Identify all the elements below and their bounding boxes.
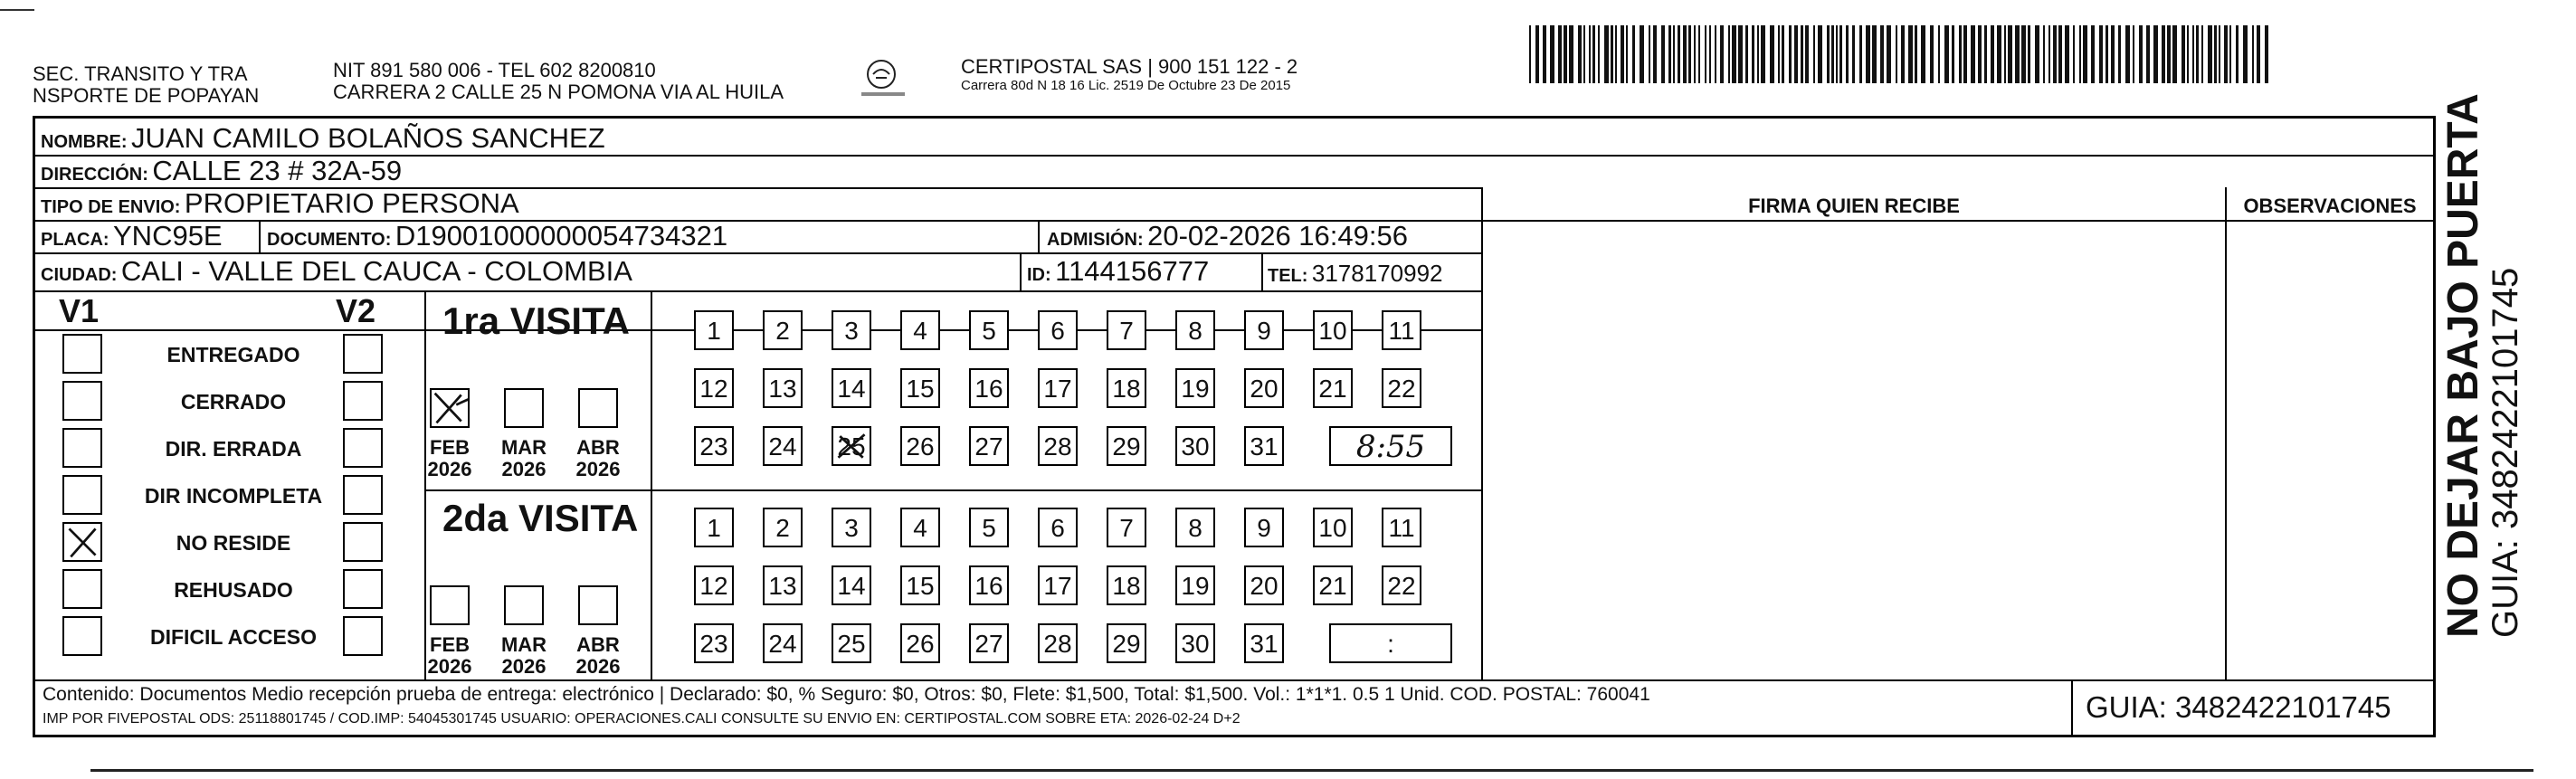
day-box-3[interactable]: 3 — [832, 508, 871, 547]
barcode-bar — [2058, 25, 2062, 83]
day-box-14[interactable]: 14 — [832, 368, 871, 408]
checkmark-icon — [432, 390, 468, 426]
v2-checkbox-0[interactable] — [343, 334, 383, 374]
day-box-24[interactable]: 24 — [763, 623, 803, 663]
month-label — [497, 634, 551, 678]
barcode-bar — [1611, 25, 1613, 83]
v1-checkbox-6[interactable] — [62, 616, 102, 656]
barcode-bar — [2118, 25, 2121, 83]
barcode-bar — [2265, 25, 2268, 83]
month-name: FEB — [430, 633, 470, 656]
month-checkbox-feb[interactable] — [430, 388, 470, 428]
day-box-17[interactable]: 17 — [1038, 565, 1078, 605]
barcode-bar — [2079, 25, 2081, 83]
barcode-bar — [1529, 25, 1531, 83]
barcode-bar — [1550, 25, 1554, 83]
barcode-bar — [1801, 25, 1803, 83]
day-box-6[interactable]: 6 — [1038, 310, 1078, 350]
observaciones-header: OBSERVACIONES — [2243, 195, 2417, 217]
license-line: Carrera 80d N 18 16 Lic. 2519 De Octubre 23 De 2015 — [961, 78, 1291, 93]
barcode-bar — [1709, 25, 1711, 83]
barcode-bar — [2224, 25, 2228, 83]
divider — [424, 290, 426, 679]
day-box-8[interactable]: 8 — [1175, 310, 1215, 350]
barcode-bar — [2015, 25, 2020, 83]
tel-field — [1268, 257, 1443, 294]
status-option-label: DIR. ERRADA — [165, 437, 302, 461]
placa-field — [41, 220, 223, 258]
divider — [1020, 252, 1022, 290]
tel-label: TEL: — [1268, 266, 1308, 286]
day-box-11[interactable]: 11 — [1382, 310, 1421, 350]
barcode-bar — [1583, 25, 1585, 83]
divider — [651, 290, 652, 679]
status-option-label: DIR INCOMPLETA — [144, 484, 323, 508]
side-guia: GUIA: 3482422101745 — [2486, 267, 2525, 638]
divider — [1261, 252, 1263, 290]
barcode-bar — [1732, 25, 1736, 83]
v2-checkbox-1[interactable] — [343, 381, 383, 421]
day-box-24[interactable]: 24 — [763, 426, 803, 466]
cross-mark-icon — [833, 428, 870, 464]
month-checkbox-abr[interactable] — [578, 388, 618, 428]
month-label — [497, 437, 551, 480]
day-box-8[interactable]: 8 — [1175, 508, 1215, 547]
barcode-bar — [1592, 25, 1595, 83]
month-checkbox-mar[interactable] — [504, 585, 544, 625]
barcode-bar — [2073, 25, 2075, 83]
barcode-bar — [2125, 25, 2130, 83]
barcode-bar — [2172, 25, 2177, 83]
barcode-bar — [2133, 25, 2134, 83]
day-box-30[interactable]: 30 — [1175, 623, 1215, 663]
placa-value: YNC95E — [113, 220, 223, 252]
barcode-bar — [1578, 25, 1582, 83]
day-box-26[interactable]: 26 — [900, 426, 940, 466]
status-option-label: ENTREGADO — [166, 343, 300, 366]
day-box-18[interactable]: 18 — [1107, 368, 1146, 408]
v1-label: V1 — [59, 292, 100, 329]
day-box-26[interactable]: 26 — [900, 623, 940, 663]
side-text — [2441, 93, 2524, 638]
day-box-23[interactable]: 23 — [694, 623, 734, 663]
barcode-bar — [1615, 25, 1617, 83]
day-box-28[interactable]: 28 — [1038, 623, 1078, 663]
day-box-14[interactable]: 14 — [832, 565, 871, 605]
month-label — [571, 437, 625, 480]
day-box-18[interactable]: 18 — [1107, 565, 1146, 605]
divider — [2071, 679, 2073, 736]
month-year: 2026 — [575, 655, 621, 678]
barcode-bar — [2099, 25, 2103, 83]
barcode-bar — [2162, 25, 2165, 83]
barcode-bar — [1887, 25, 1891, 83]
day-box-4[interactable]: 4 — [900, 508, 940, 547]
barcode-bar — [1698, 25, 1700, 83]
barcode-bar — [1626, 25, 1628, 83]
barcode-bar — [1728, 25, 1730, 83]
certipostal-logo-icon — [861, 56, 905, 103]
month-name: FEB — [430, 436, 470, 459]
barcode-bar — [1668, 25, 1671, 83]
company-line: CERTIPOSTAL SAS | 900 151 122 - 2 — [961, 55, 1298, 78]
barcode-bar — [2192, 25, 2194, 83]
barcode-bar — [1604, 25, 1609, 83]
nit-line: NIT 891 580 006 - TEL 602 8200810 — [333, 59, 656, 81]
barcode-bar — [2257, 25, 2260, 83]
sender-line-2: NSPORTE DE POPAYAN — [33, 84, 260, 107]
barcode-bar — [1782, 25, 1784, 83]
month-name: ABR — [576, 436, 620, 459]
barcode-bar — [2214, 25, 2217, 83]
day-box-31[interactable]: 31 — [1244, 623, 1284, 663]
side-warning: NO DEJAR BAJO PUERTA — [2439, 93, 2487, 638]
month-label — [423, 437, 477, 480]
day-box-12[interactable]: 12 — [694, 565, 734, 605]
day-box-28[interactable]: 28 — [1038, 426, 1078, 466]
status-option-label: REHUSADO — [174, 578, 293, 602]
day-box-2[interactable]: 2 — [763, 310, 803, 350]
barcode-bar — [1621, 25, 1624, 83]
day-box-1[interactable]: 1 — [694, 310, 734, 350]
barcode-bar — [2048, 25, 2050, 83]
month-year: 2026 — [575, 458, 621, 480]
barcode-bar — [1896, 25, 1897, 83]
v1-checkbox-4[interactable] — [62, 522, 102, 562]
barcode-bar — [1598, 25, 1600, 83]
day-box-13[interactable]: 13 — [763, 565, 803, 605]
barcode-bar — [1859, 25, 1862, 83]
day-box-15[interactable]: 15 — [900, 565, 940, 605]
v2-checkbox-3[interactable] — [343, 475, 383, 515]
barcode-bar — [1738, 25, 1743, 83]
barcode-bar — [1836, 25, 1838, 83]
day-box-2[interactable]: 2 — [763, 508, 803, 547]
month-checkbox-feb[interactable] — [430, 585, 470, 625]
day-box-20[interactable]: 20 — [1244, 368, 1284, 408]
barcode-bar — [2196, 25, 2199, 83]
barcode-bar — [1757, 25, 1759, 83]
visit1-title: 1ra VISITA — [442, 299, 630, 342]
barcode-bar — [2182, 25, 2185, 83]
time-field[interactable]: 8:55 — [1329, 426, 1452, 466]
barcode-bar — [2219, 25, 2220, 83]
firma-header: FIRMA QUIEN RECIBE — [1748, 195, 1960, 217]
barcode-bar — [1880, 25, 1884, 83]
tipo-envio-label: TIPO DE ENVIO: — [41, 197, 181, 217]
nombre-value: JUAN CAMILO BOLAÑOS SANCHEZ — [131, 122, 605, 154]
barcode-bar — [1831, 25, 1834, 83]
cross-mark-icon — [64, 524, 100, 560]
day-box-17[interactable]: 17 — [1038, 368, 1078, 408]
barcode-bar — [1543, 25, 1546, 83]
day-box-10[interactable]: 10 — [1313, 508, 1353, 547]
divider — [1481, 187, 1483, 679]
day-box-7[interactable]: 7 — [1107, 508, 1146, 547]
day-box-10[interactable]: 10 — [1313, 310, 1353, 350]
barcode-bar — [1839, 25, 1842, 83]
day-box-9[interactable]: 9 — [1244, 508, 1284, 547]
bottom-edge-line — [90, 769, 2533, 772]
direccion-value: CALLE 23 # 32A-59 — [152, 155, 403, 186]
barcode-bar — [1778, 25, 1780, 83]
v1-checkbox-1[interactable] — [62, 381, 102, 421]
barcode-bar — [2153, 25, 2158, 83]
barcode-bar — [1649, 25, 1650, 83]
day-box-27[interactable]: 27 — [969, 623, 1009, 663]
barcode-bar — [1632, 25, 1635, 83]
barcode-bar — [1944, 25, 1949, 83]
v1-checkbox-0[interactable] — [62, 334, 102, 374]
day-box-5[interactable]: 5 — [969, 310, 1009, 350]
visit2-title: 2da VISITA — [442, 497, 639, 539]
barcode-bar — [1653, 25, 1657, 83]
month-checkbox-abr[interactable] — [578, 585, 618, 625]
barcode-bar — [1761, 25, 1765, 83]
day-box-25[interactable]: 25 — [832, 426, 871, 466]
delivery-form — [33, 116, 2436, 737]
id-value: 1144156777 — [1055, 255, 1210, 287]
month-year: 2026 — [427, 655, 472, 678]
barcode-bar — [1564, 25, 1567, 83]
barcode-bar — [1959, 25, 1962, 83]
day-box-27[interactable]: 27 — [969, 426, 1009, 466]
barcode-bar — [2229, 25, 2231, 83]
barcode-bar — [1872, 25, 1877, 83]
barcode-bar — [2065, 25, 2069, 83]
day-box-7[interactable]: 7 — [1107, 310, 1146, 350]
barcode-bar — [1688, 25, 1691, 83]
month-label — [571, 634, 625, 678]
barcode-bar — [1813, 25, 1815, 83]
address-line: CARRERA 2 CALLE 25 N POMONA VIA AL HUILA — [333, 81, 784, 103]
barcode-bar — [1589, 25, 1591, 83]
day-box-25[interactable]: 25 — [832, 623, 871, 663]
barcode-bar — [1930, 25, 1934, 83]
barcode-icon — [1529, 25, 2271, 83]
day-box-21[interactable]: 21 — [1313, 368, 1353, 408]
ciudad-value: CALI - VALLE DEL CAUCA - COLOMBIA — [120, 255, 632, 287]
barcode-bar — [1866, 25, 1870, 83]
documento-value: D19001000000054734321 — [394, 220, 728, 252]
barcode-bar — [1852, 25, 1855, 83]
month-name: MAR — [500, 436, 547, 459]
barcode-bar — [1963, 25, 1967, 83]
barcode-bar — [2208, 25, 2212, 83]
documento-field — [267, 220, 727, 258]
barcode-bar — [2008, 25, 2012, 83]
v2-checkbox-6[interactable] — [343, 616, 383, 656]
month-checkbox-mar[interactable] — [504, 388, 544, 428]
barcode-bar — [1915, 25, 1917, 83]
admision-value: 20-02-2026 16:49:56 — [1147, 220, 1408, 252]
barcode-bar — [2187, 25, 2189, 83]
barcode-bar — [2035, 25, 2039, 83]
barcode-bar — [1827, 25, 1830, 83]
day-box-22[interactable]: 22 — [1382, 368, 1421, 408]
barcode-bar — [2028, 25, 2030, 83]
day-box-30[interactable]: 30 — [1175, 426, 1215, 466]
day-box-12[interactable]: 12 — [694, 368, 734, 408]
barcode-bar — [1720, 25, 1724, 83]
barcode-bar — [1678, 25, 1680, 83]
footer-line-2: IMP POR FIVEPOSTAL ODS: 25118801745 / COD.IMP: 54045301745 USUARIO: OPERACIONES.CALI CONSULTE SU ENVIO EN: CERTIPOSTAL.COM SOBRE ETA: 2026-02-24 D+2 — [43, 711, 1240, 727]
barcode-bar — [1558, 25, 1562, 83]
barcode-bar — [1971, 25, 1975, 83]
v2-label: V2 — [336, 292, 376, 329]
barcode-bar — [1846, 25, 1849, 83]
v2-checkbox-2[interactable] — [343, 428, 383, 468]
day-box-16[interactable]: 16 — [969, 368, 1009, 408]
barcode-bar — [1569, 25, 1573, 83]
day-box-9[interactable]: 9 — [1244, 310, 1284, 350]
month-year: 2026 — [501, 655, 547, 678]
sender-block — [33, 63, 259, 107]
barcode-bar — [2252, 25, 2254, 83]
month-name: MAR — [500, 633, 547, 656]
day-box-29[interactable]: 29 — [1107, 426, 1146, 466]
barcode-bar — [1997, 25, 2001, 83]
v2-checkbox-5[interactable] — [343, 569, 383, 609]
v2-checkbox-4[interactable] — [343, 522, 383, 562]
barcode-bar — [2167, 25, 2171, 83]
barcode-bar — [1991, 25, 1994, 83]
company-block — [961, 56, 1298, 94]
sender-line-1: SEC. TRANSITO Y TRA — [33, 62, 248, 85]
divider — [2225, 187, 2227, 679]
day-box-6[interactable]: 6 — [1038, 508, 1078, 547]
barcode-bar — [1901, 25, 1905, 83]
barcode-bar — [1694, 25, 1696, 83]
barcode-bar — [2021, 25, 2026, 83]
day-box-31[interactable]: 31 — [1244, 426, 1284, 466]
barcode-bar — [1938, 25, 1940, 83]
v1-checkbox-3[interactable] — [62, 475, 102, 515]
divider — [1038, 220, 1040, 252]
footer-guia: GUIA: 3482422101745 — [2086, 690, 2391, 724]
status-option-label: DIFICIL ACCESO — [149, 625, 317, 649]
day-box-29[interactable]: 29 — [1107, 623, 1146, 663]
id-label: ID: — [1027, 265, 1051, 285]
ciudad-field — [41, 255, 632, 293]
barcode-bar — [1789, 25, 1792, 83]
barcode-bar — [2201, 25, 2203, 83]
day-box-13[interactable]: 13 — [763, 368, 803, 408]
barcode-bar — [1984, 25, 1987, 83]
status-option-label: CERRADO — [180, 390, 287, 413]
divider — [1483, 220, 2433, 222]
divider — [35, 679, 2433, 681]
month-label — [423, 634, 477, 678]
nombre-label: NOMBRE: — [41, 132, 128, 152]
barcode-bar — [2091, 25, 2095, 83]
barcode-bar — [1978, 25, 1982, 83]
month-year: 2026 — [501, 458, 547, 480]
barcode-bar — [2105, 25, 2108, 83]
barcode-bar — [1673, 25, 1675, 83]
barcode-bar — [1683, 25, 1687, 83]
barcode-bar — [1745, 25, 1748, 83]
day-box-21[interactable]: 21 — [1313, 565, 1353, 605]
sender-address-block — [333, 60, 784, 103]
barcode-bar — [1794, 25, 1798, 83]
tel-value: 3178170992 — [1311, 260, 1443, 287]
barcode-bar — [2053, 25, 2057, 83]
placa-label: PLACA: — [41, 230, 109, 250]
admision-label: ADMISIÓN: — [1047, 230, 1144, 250]
day-box-19[interactable]: 19 — [1175, 368, 1215, 408]
month-name: ABR — [576, 633, 620, 656]
barcode-bar — [1921, 25, 1925, 83]
day-box-20[interactable]: 20 — [1244, 565, 1284, 605]
ciudad-label: CIUDAD: — [41, 265, 118, 285]
barcode-bar — [2043, 25, 2045, 83]
day-box-19[interactable]: 19 — [1175, 565, 1215, 605]
day-box-23[interactable]: 23 — [694, 426, 734, 466]
barcode-bar — [1770, 25, 1774, 83]
barcode-bar — [1705, 25, 1706, 83]
admision-field — [1047, 220, 1408, 258]
tipo-envio-value: PROPIETARIO PERSONA — [184, 187, 519, 219]
barcode-bar — [2243, 25, 2248, 83]
day-box-3[interactable]: 3 — [832, 310, 871, 350]
v1-checkbox-5[interactable] — [62, 569, 102, 609]
barcode-bar — [2146, 25, 2150, 83]
barcode-bar — [1752, 25, 1754, 83]
barcode-bar — [1640, 25, 1644, 83]
barcode-bar — [1661, 25, 1665, 83]
barcode-bar — [1952, 25, 1954, 83]
day-box-16[interactable]: 16 — [969, 565, 1009, 605]
v1-checkbox-2[interactable] — [62, 428, 102, 468]
barcode-bar — [2139, 25, 2143, 83]
status-option-label: NO RESIDE — [176, 531, 291, 555]
scan-edge-line — [0, 9, 34, 11]
barcode-bar — [1535, 25, 1539, 83]
barcode-bar — [1818, 25, 1822, 83]
day-box-5[interactable]: 5 — [969, 508, 1009, 547]
barcode-bar — [1805, 25, 1809, 83]
divider — [424, 489, 1483, 491]
day-box-11[interactable]: 11 — [1382, 508, 1421, 547]
footer-line-1: Contenido: Documentos Medio recepción prueba de entrega: electrónico | Declarado: $0, % Seguro: $0, Otros: $0, Flete: $1,500, Total: $1,500. Vol.: 1*1*1. 0.5 1 Unid. COD. POSTAL: 760041 — [43, 684, 1650, 705]
barcode-bar — [1908, 25, 1913, 83]
time-field[interactable]: : — [1329, 623, 1452, 663]
documento-label: DOCUMENTO: — [267, 230, 392, 250]
month-year: 2026 — [427, 458, 472, 480]
barcode-bar — [2004, 25, 2006, 83]
barcode-bar — [2236, 25, 2239, 83]
day-box-1[interactable]: 1 — [694, 508, 734, 547]
barcode-bar — [2083, 25, 2087, 83]
day-box-15[interactable]: 15 — [900, 368, 940, 408]
barcode-bar — [1715, 25, 1716, 83]
day-box-22[interactable]: 22 — [1382, 565, 1421, 605]
day-box-4[interactable]: 4 — [900, 310, 940, 350]
barcode-bar — [2111, 25, 2115, 83]
direccion-label: DIRECCIÓN: — [41, 165, 148, 185]
id-field — [1027, 255, 1209, 293]
